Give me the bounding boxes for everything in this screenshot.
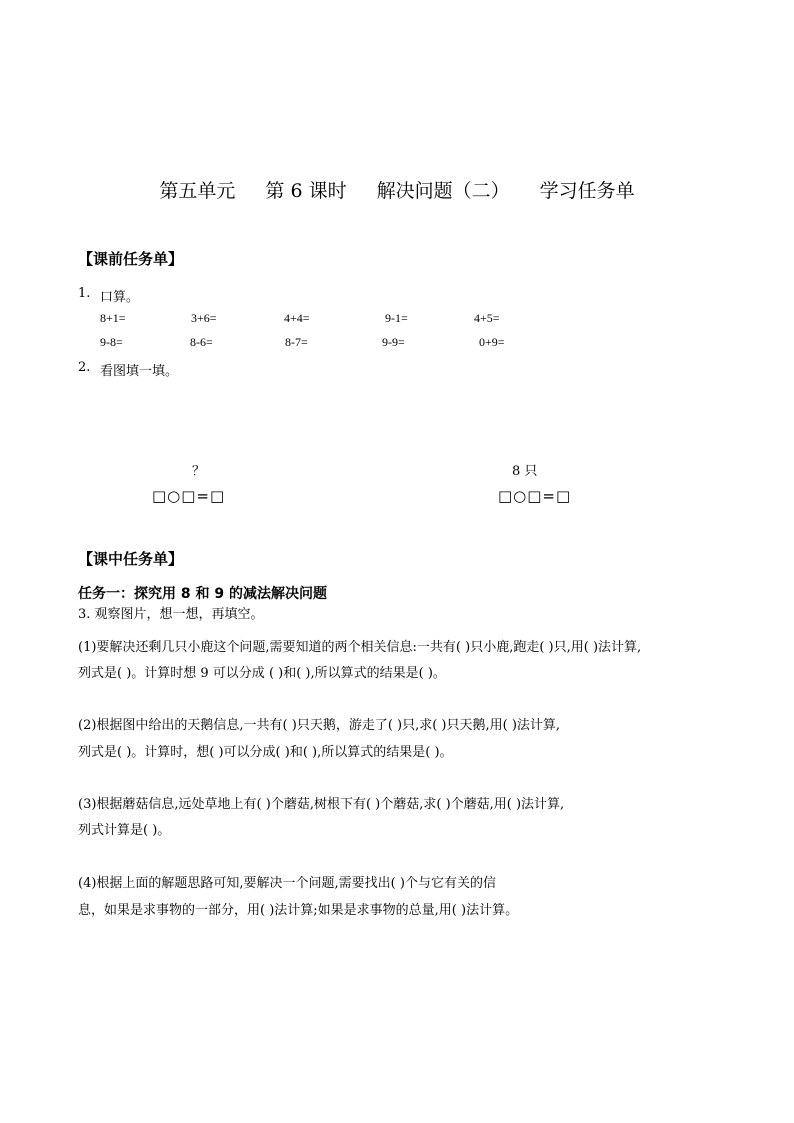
left-equation-boxes: □○□=□ (152, 487, 226, 505)
calc-r2-c5: 0+9= (479, 335, 505, 349)
para1-line2: 列式是( )。计算时想 9 可以分成 ( )和( ),所以算式的结果是( )。 (78, 666, 446, 681)
para2-line1: (2)根据图中给出的天鹅信息,一共有( )只天鹅，游走了( )只,求( )只天鹅,用( )法计算, (78, 718, 561, 733)
calc-r2-c2: 8-6= (190, 335, 213, 349)
title-unit: 第五单元 (159, 180, 236, 202)
q1-number: 1. (78, 286, 91, 301)
title-sheet: 学习任务单 (539, 180, 635, 202)
para1-line1: (1)要解决还剩几只小鹿这个问题,需要知道的两个相关信息:一共有( )只小鹿,跑走( )只,用( )法计算, (78, 640, 642, 655)
para4-line2: 息，如果是求事物的一部分，用( )法计算;如果是求事物的总量,用( )法计算。 (78, 903, 519, 918)
calc-r1-c3: 4+4= (284, 311, 310, 325)
para4-line1: (4)根据上面的解题思路可知,要解决一个问题,需要找出( )个与它有关的信 (78, 876, 496, 891)
title-lesson: 第 6 课时 (265, 180, 347, 202)
left-question-mark: ？ (192, 464, 206, 479)
right-count-label: 8 只 (512, 464, 538, 479)
q2-number: 2. (78, 360, 91, 375)
calc-r2-c3: 8-7= (285, 335, 308, 349)
calc-r2-c4: 9-9= (382, 335, 405, 349)
in-class-heading: 【课中任务单】 (78, 550, 184, 568)
q3-text: 3. 观察图片，想一想，再填空。 (78, 607, 264, 622)
pre-class-heading: 【课前任务单】 (78, 250, 184, 268)
q2-text: 看图填一填。 (100, 364, 179, 379)
para2-line2: 列式是( )。计算时，想( )可以分成( )和( ),所以算式的结果是( )。 (78, 745, 453, 760)
calc-r1-c5: 4+5= (474, 311, 500, 325)
task-one-title: 任务一：探究用 8 和 9 的减法解决问题 (78, 586, 327, 602)
q1-text: 口算。 (100, 290, 140, 305)
title-topic: 解决问题（二） (376, 180, 510, 202)
calc-r1-c1: 8+1= (100, 311, 126, 325)
page-title (0, 176, 794, 203)
calc-r1-c4: 9-1= (385, 311, 408, 325)
right-equation-boxes: □○□=□ (498, 487, 572, 505)
para3-line1: (3)根据蘑菇信息,远处草地上有( )个蘑菇,树根下有( )个蘑菇,求( )个蘑菇,用( )法计算, (78, 797, 565, 812)
calc-r1-c2: 3+6= (191, 311, 217, 325)
calc-r2-c1: 9-8= (100, 335, 123, 349)
para3-line2: 列式计算是( )。 (78, 823, 171, 838)
